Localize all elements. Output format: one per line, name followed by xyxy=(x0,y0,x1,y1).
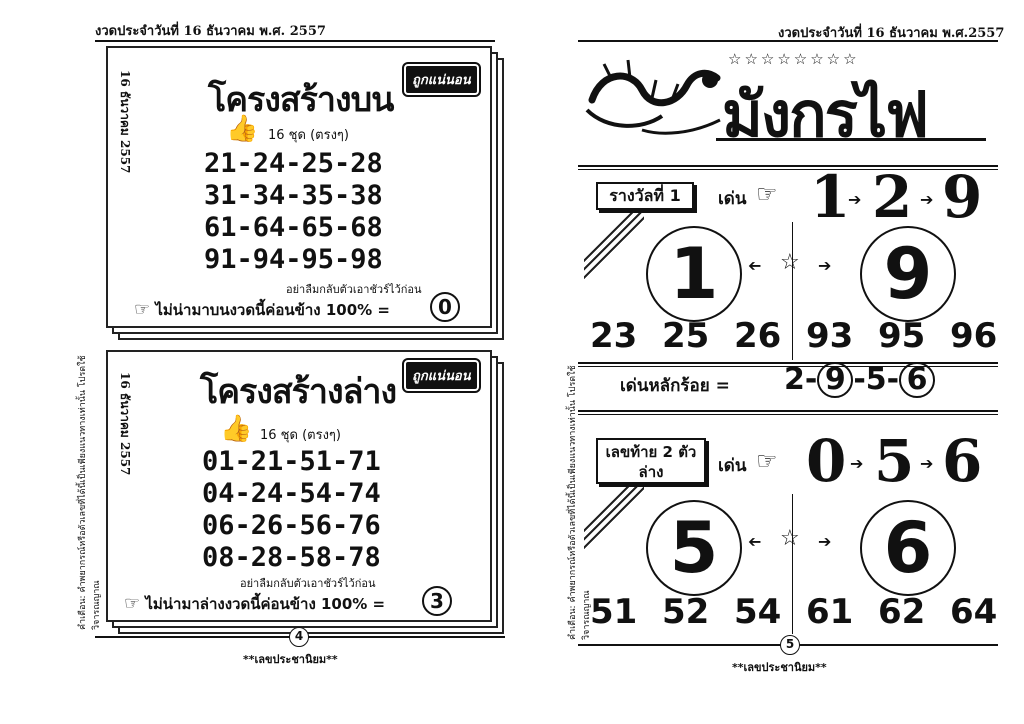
prize1-num-right-3: 96 xyxy=(950,316,998,356)
dragon-fire-title: มังกรไฟ xyxy=(722,78,928,151)
arrow-left-icon: ➔ xyxy=(748,256,762,275)
last2-num-left-2: 52 xyxy=(662,592,710,632)
top-panel-note: อย่าลืมกลับตัวเอาชัวร์ไว้ก่อน xyxy=(286,283,422,296)
arrow-left-icon: ➔ xyxy=(748,532,762,551)
prize1-digit-3: 9 xyxy=(942,163,983,231)
hundreds-digit-1: 2 xyxy=(784,362,805,397)
right-footer: **เลขประชานิยม** xyxy=(732,661,827,674)
bottom-panel-line-3: 06-26-56-76 xyxy=(202,510,381,541)
left-footer: **เลขประชานิยม** xyxy=(243,653,338,666)
prize1-ring-left xyxy=(646,226,742,322)
last2-ring-left xyxy=(646,500,742,596)
top-panel-line-4: 91-94-95-98 xyxy=(204,244,383,275)
prize1-num-right-2: 95 xyxy=(878,316,926,356)
thumbs-up-icon: 👍 xyxy=(226,114,259,144)
prize1-top-rule xyxy=(578,165,998,167)
last2-num-right-3: 64 xyxy=(950,592,998,632)
left-page-number: 4 xyxy=(289,627,309,647)
dash: - xyxy=(853,362,866,397)
top-panel-date-vertical: 16 ธันวาคม 2557 xyxy=(118,70,132,174)
arrow-right-icon: ➔ xyxy=(920,190,934,209)
last2-top-rule-2 xyxy=(578,414,998,415)
last2-divider xyxy=(792,494,793,634)
prize1-num-left-3: 26 xyxy=(734,316,782,356)
left-page-header: งวดประจำวันที่ 16 ธันวาคม พ.ศ. 2557 xyxy=(95,24,326,39)
top-panel-front xyxy=(106,46,492,328)
last2-label-line2: ล่าง xyxy=(638,463,664,481)
bottom-panel-line-4: 08-28-58-78 xyxy=(202,542,381,573)
prize1-num-left-1: 23 xyxy=(590,316,638,356)
thumbs-up-icon: 👍 xyxy=(220,414,253,444)
bottom-panel-line-1: 01-21-51-71 xyxy=(202,446,381,477)
last2-digit-3: 6 xyxy=(942,427,983,495)
prize1-ring-left-digit: 1 xyxy=(669,233,719,315)
arrow-right-icon: ➔ xyxy=(850,454,864,473)
bottom-panel-ending-text: ไม่น่ามาล่างงวดนี้ค่อนข้าง 100% = xyxy=(145,595,386,613)
arrow-right-icon: ➔ xyxy=(848,190,862,209)
bottom-panel-ending xyxy=(124,592,385,616)
prize1-prefix: เด่น xyxy=(718,189,747,209)
bottom-panel-front xyxy=(106,350,492,622)
last2-digit-2: 5 xyxy=(874,427,915,495)
bottom-panel-ending-digit: 3 xyxy=(422,586,452,616)
arrow-right-icon: ➔ xyxy=(818,532,832,551)
prize1-num-left-2: 25 xyxy=(662,316,710,356)
last2-digit-1: 0 xyxy=(806,427,847,495)
right-page-header: งวดประจำวันที่ 16 ธันวาคม พ.ศ.2557 xyxy=(778,26,1005,41)
top-panel-line-1: 21-24-25-28 xyxy=(204,148,383,179)
last2-num-left-1: 51 xyxy=(590,592,638,632)
hundreds-digit-2: 9 xyxy=(817,362,853,398)
prize1-digit-1: 1 xyxy=(810,163,851,231)
last2-num-left-3: 54 xyxy=(734,592,782,632)
top-panel-ending-text: ไม่น่ามาบนงวดนี้ค่อนข้าง 100% = xyxy=(155,301,390,319)
top-panel-ending xyxy=(134,298,390,322)
bottom-panel-badge: ถูกแน่นอน xyxy=(404,360,479,391)
last2-ring-left-digit: 5 xyxy=(669,507,719,589)
prize1-digit-2: 2 xyxy=(872,163,913,231)
pointing-hand-icon: ☞ xyxy=(756,447,778,475)
top-panel-badge: ถูกแน่นอน xyxy=(404,64,479,95)
prize1-ring-right xyxy=(860,226,956,322)
top-panel-ending-digit: 0 xyxy=(430,292,460,322)
hundreds-digit-4: 6 xyxy=(899,362,935,398)
hundreds-digit-3: 5 xyxy=(865,362,887,397)
right-header-rule xyxy=(578,40,998,42)
last2-prefix: เด่น xyxy=(718,456,747,476)
top-panel-line-3: 61-64-65-68 xyxy=(204,212,383,243)
top-panel-title: โครงสร้างบน xyxy=(208,80,394,120)
bottom-panel-date-vertical: 16 ธันวาคม 2557 xyxy=(118,372,132,476)
prize1-num-right-1: 93 xyxy=(806,316,854,356)
last2-label xyxy=(596,438,706,484)
arrow-right-icon: ➔ xyxy=(920,454,934,473)
title-stars: ☆☆☆☆☆☆☆☆ xyxy=(728,50,860,68)
bottom-panel-sets: 16 ชุด (ตรงๆ) xyxy=(260,428,341,443)
last2-top-rule xyxy=(578,410,998,412)
prize1-label: รางวัลที่ 1 xyxy=(596,182,694,210)
hundreds-label: เด่นหลักร้อย = xyxy=(620,376,730,396)
top-panel-line-2: 31-34-35-38 xyxy=(204,180,383,211)
pointing-hand-icon: ☞ xyxy=(124,593,141,614)
dash: - xyxy=(886,362,900,397)
prize1-top-rule-2 xyxy=(578,169,998,170)
prize1-ring-right-digit: 9 xyxy=(883,233,933,315)
star-icon: ☆ xyxy=(780,250,800,275)
last2-num-right-2: 62 xyxy=(878,592,926,632)
bottom-panel-line-2: 04-24-54-74 xyxy=(202,478,381,509)
left-side-note: คำเตือน: คำพยากรณ์หรือตัวเลขที่ได้นี้เป็นเพียงแนวทางเท่านั้น โปรดใช้วิจารณญาณ xyxy=(78,355,102,630)
left-header-rule xyxy=(95,40,495,42)
last2-ring-right-digit: 6 xyxy=(883,507,933,589)
stripe-decoration xyxy=(584,200,644,280)
prize1-divider xyxy=(792,222,793,360)
star-icon: ☆ xyxy=(780,526,800,551)
pointing-hand-icon: ☞ xyxy=(756,180,778,208)
top-panel-sets: 16 ชุด (ตรงๆ) xyxy=(268,128,349,143)
bottom-panel-note: อย่าลืมกลับตัวเอาชัวร์ไว้ก่อน xyxy=(240,577,376,590)
last2-label-line1: เลขท้าย 2 ตัว xyxy=(605,443,697,461)
dash: - xyxy=(804,362,818,397)
bottom-panel-title: โครงสร้างล่าง xyxy=(200,372,397,412)
pointing-hand-icon: ☞ xyxy=(134,299,151,320)
last2-ring-right xyxy=(860,500,956,596)
arrow-right-icon: ➔ xyxy=(818,256,832,275)
right-side-note: คำเตือน: คำพยากรณ์หรือตัวเลขที่ได้นี้เป็นเพียงแนวทางเท่านั้น โปรดใช้วิจารณญาณ xyxy=(568,365,592,640)
hundreds-numbers xyxy=(784,362,935,398)
title-underline xyxy=(716,138,986,141)
right-page-number: 5 xyxy=(780,635,800,655)
last2-num-right-1: 61 xyxy=(806,592,854,632)
dragon-icon xyxy=(582,50,722,140)
